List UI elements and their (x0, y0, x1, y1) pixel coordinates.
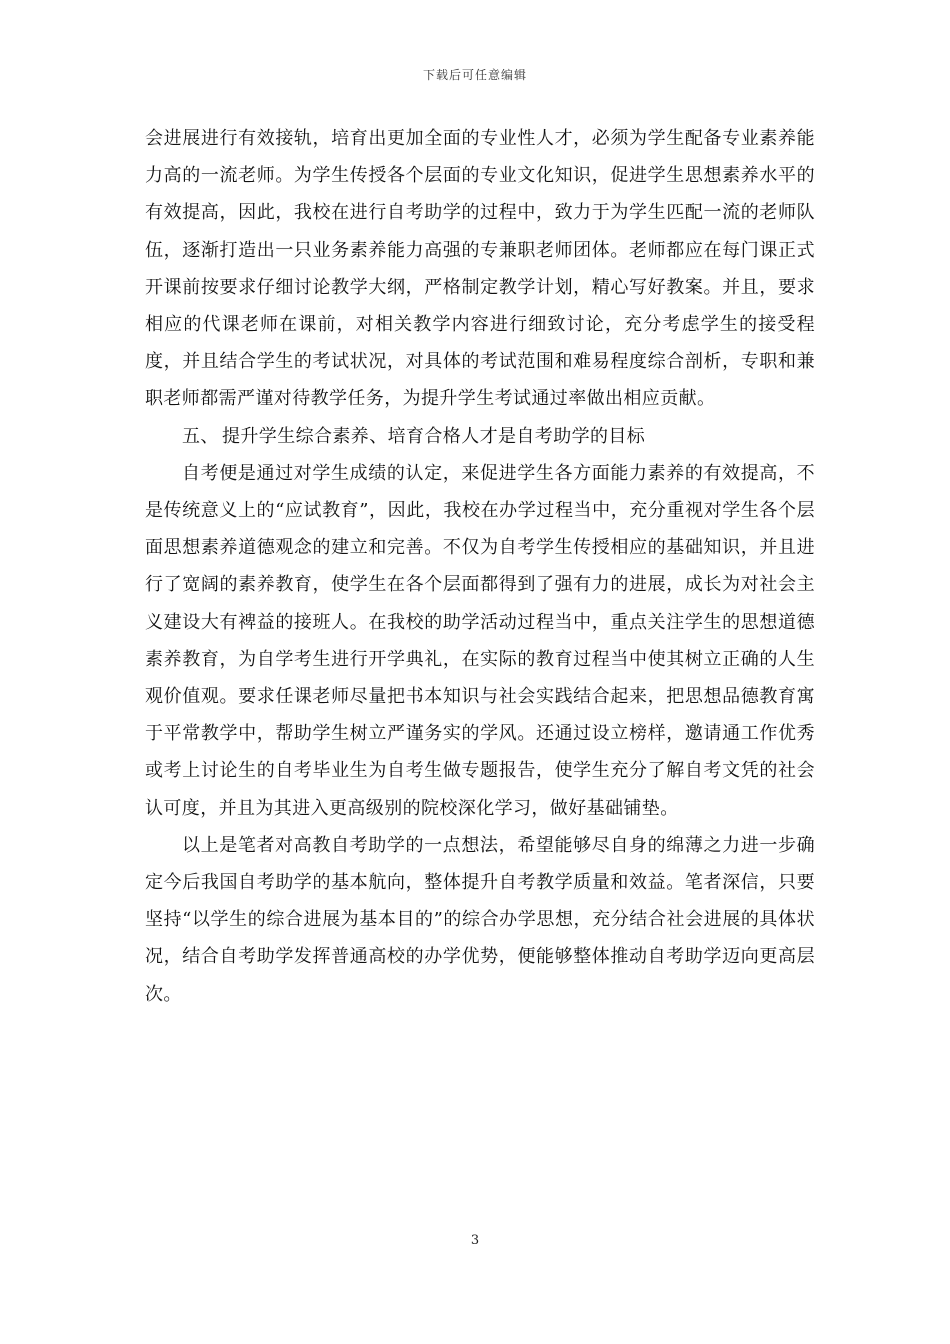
page-header: 下载后可任意编辑 (422, 68, 527, 82)
paragraph-1: 会进展进行有效接轨，培育出更加全面的专业性人才，必须为学生配备专业素养能力高的一流老师。为学生传授各个层面的专业文化知识，促进学生思想素养水平的有效提高，因此，我校在进行自考助学的过程中，致力于为学生匹配一流的老师队伍，逐渐打造出一只业务素养能力高强的专兼职老师团体。老师都应在每门课正式开课前按要求仔细讨论教学大纲，严格制定教学计划，精心写好教案。并且，要求相应的代课老师在课前，对相关教学内容进行细致讨论，充分考虑学生的接受程度，并且结合学生的考试状况，对具体的考试范围和难易程度综合剖析，专职和兼职老师都需严谨对待教学任务，为提升学生考试通过率做出相应贡献。 (145, 128, 815, 410)
section-heading (145, 418, 815, 455)
section-heading-number: 五、 (182, 425, 219, 447)
document-body (145, 120, 815, 1013)
paragraph-3: 以上是笔者对高教自考助学的一点想法，希望能够尽自身的绵薄之力进一步确定今后我国自考助学的基本航向，整体提升自考教学质量和效益。笔者深信，只要坚持“以学生的综合进展为基本目的”的综合办学思想，充分结合社会进展的具体状况，结合自考助学发挥普通高校的办学优势，便能够整体推动自考助学迈向更高层次。 (145, 834, 815, 1005)
paragraph-2: 自考便是通过对学生成绩的认定，来促进学生各方面能力素养的有效提高，不是传统意义上的“应试教育”，因此，我校在办学过程当中，充分重视对学生各个层面思想素养道德观念的建立和完善。不仅为自考学生传授相应的基础知识，并且进行了宽阔的素养教育，使学生在各个层面都得到了强有力的进展，成长为对社会主义建设大有裨益的接班人。在我校的助学活动过程当中，重点关注学生的思想道德素养教育，为自学考生进行开学典礼，在实际的教育过程当中使其树立正确的人生观价值观。要求任课老师尽量把书本知识与社会实践结合起来，把思想品德教育寓于平常教学中，帮助学生树立严谨务实的学风。还通过设立榜样，邀请通工作优秀或考上讨论生的自考毕业生为自考生做专题报告，使学生充分了解自考文凭的社会认可度，并且为其进入更高级别的院校深化学习，做好基础铺垫。 (145, 462, 815, 819)
section-heading-text: 提升学生综合素养、培育合格人才是自考助学的目标 (222, 425, 646, 447)
page-number: 3 (470, 1233, 480, 1248)
